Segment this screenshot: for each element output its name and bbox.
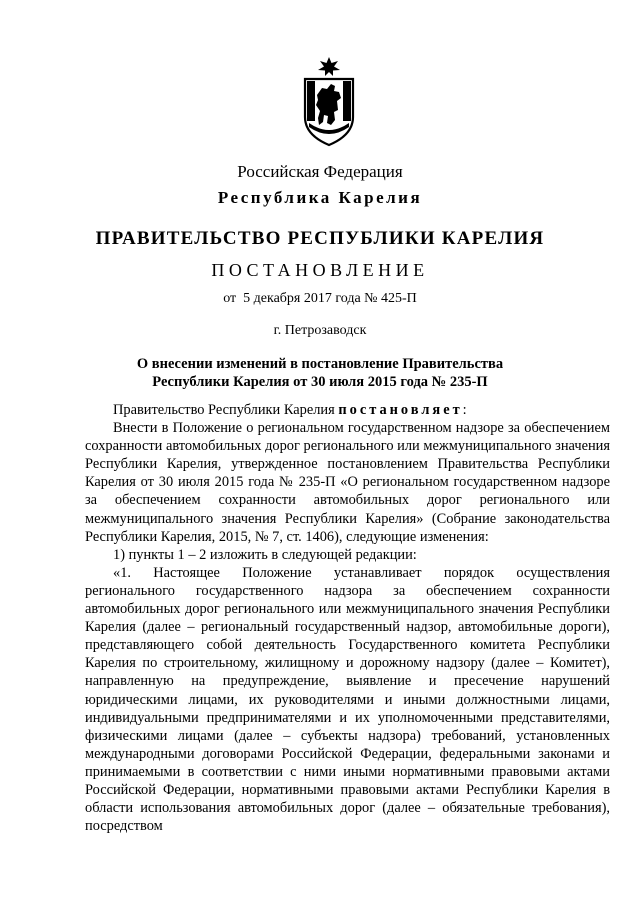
body-paragraph-2: 1) пункты 1 – 2 изложить в следующей редакции: (113, 546, 417, 563)
intro-prefix: Правительство Республики Карелия (113, 402, 339, 418)
government-heading: ПРАВИТЕЛЬСТВО РЕСПУБЛИКИ КАРЕЛИЯ (95, 228, 545, 249)
document-body (85, 401, 610, 835)
intro-emphasis: постановляет (338, 402, 463, 418)
body-paragraph-1: Внести в Положение о региональном государственном надзоре за обеспечением сохранности автомобильных дорог регионального или межмуниципального значения Республики Карелия, утвержденное постановлением Правительства Республики Карелия от 30 июля 2015 года № 235-П «О региональном государственном надзоре за обеспечением сохранности автомобильных дорог регионального или межмуниципального значения Республики Карелия» (Собрание законодательства Республики Карелия, 2015, № 7, ст. 1406), следующие изменения: (85, 420, 610, 545)
republic-label: Республика Карелия (217, 188, 423, 207)
document-title-line-2: Республики Карелия от 30 июля 2015 года № 235-П (152, 374, 488, 390)
city-label: г. Петрозаводск (273, 323, 367, 338)
federation-label: Российская Федерация (237, 162, 403, 181)
document-title (0, 355, 640, 391)
coat-of-arms-icon (300, 55, 358, 147)
body-paragraph-3: «1. Настоящее Положение устанавливает порядок осуществления регионального государственного надзора за обеспечением сохранности автомобильных дорог регионального или межмуниципального значения Республики Карелия (далее – региональный государственный надзор, автомобильные дороги), представляющего собой деятельность Государственного комитета Республики Карелия по строительному, жилищному и дорожному надзору (далее – Комитет), направленную на предупреждение, выявление и пресечение нарушений юридическими лицами, их руководителями и иными должностными лицами, индивидуальными предпринимателями и их уполномоченными представителями, физическими лицами (далее – субъекты надзора) требований, установленных международными договорами Российской Федерации, федеральными законами и принимаемыми в соответствии с ними иными нормативными правовыми актами Российской Федерации, нормативными правовыми актами Республики Карелия в области использования автомобильных дорог (далее – обязательные требования), посредством (85, 564, 610, 835)
decree-date-line: от 5 декабря 2017 года № 425-П (223, 291, 417, 306)
intro-paragraph (85, 401, 610, 419)
intro-suffix: : (462, 402, 467, 418)
decree-type-heading: ПОСТАНОВЛЕНИЕ (211, 260, 429, 280)
document-title-line-1: О внесении изменений в постановление Правительства (136, 356, 504, 372)
